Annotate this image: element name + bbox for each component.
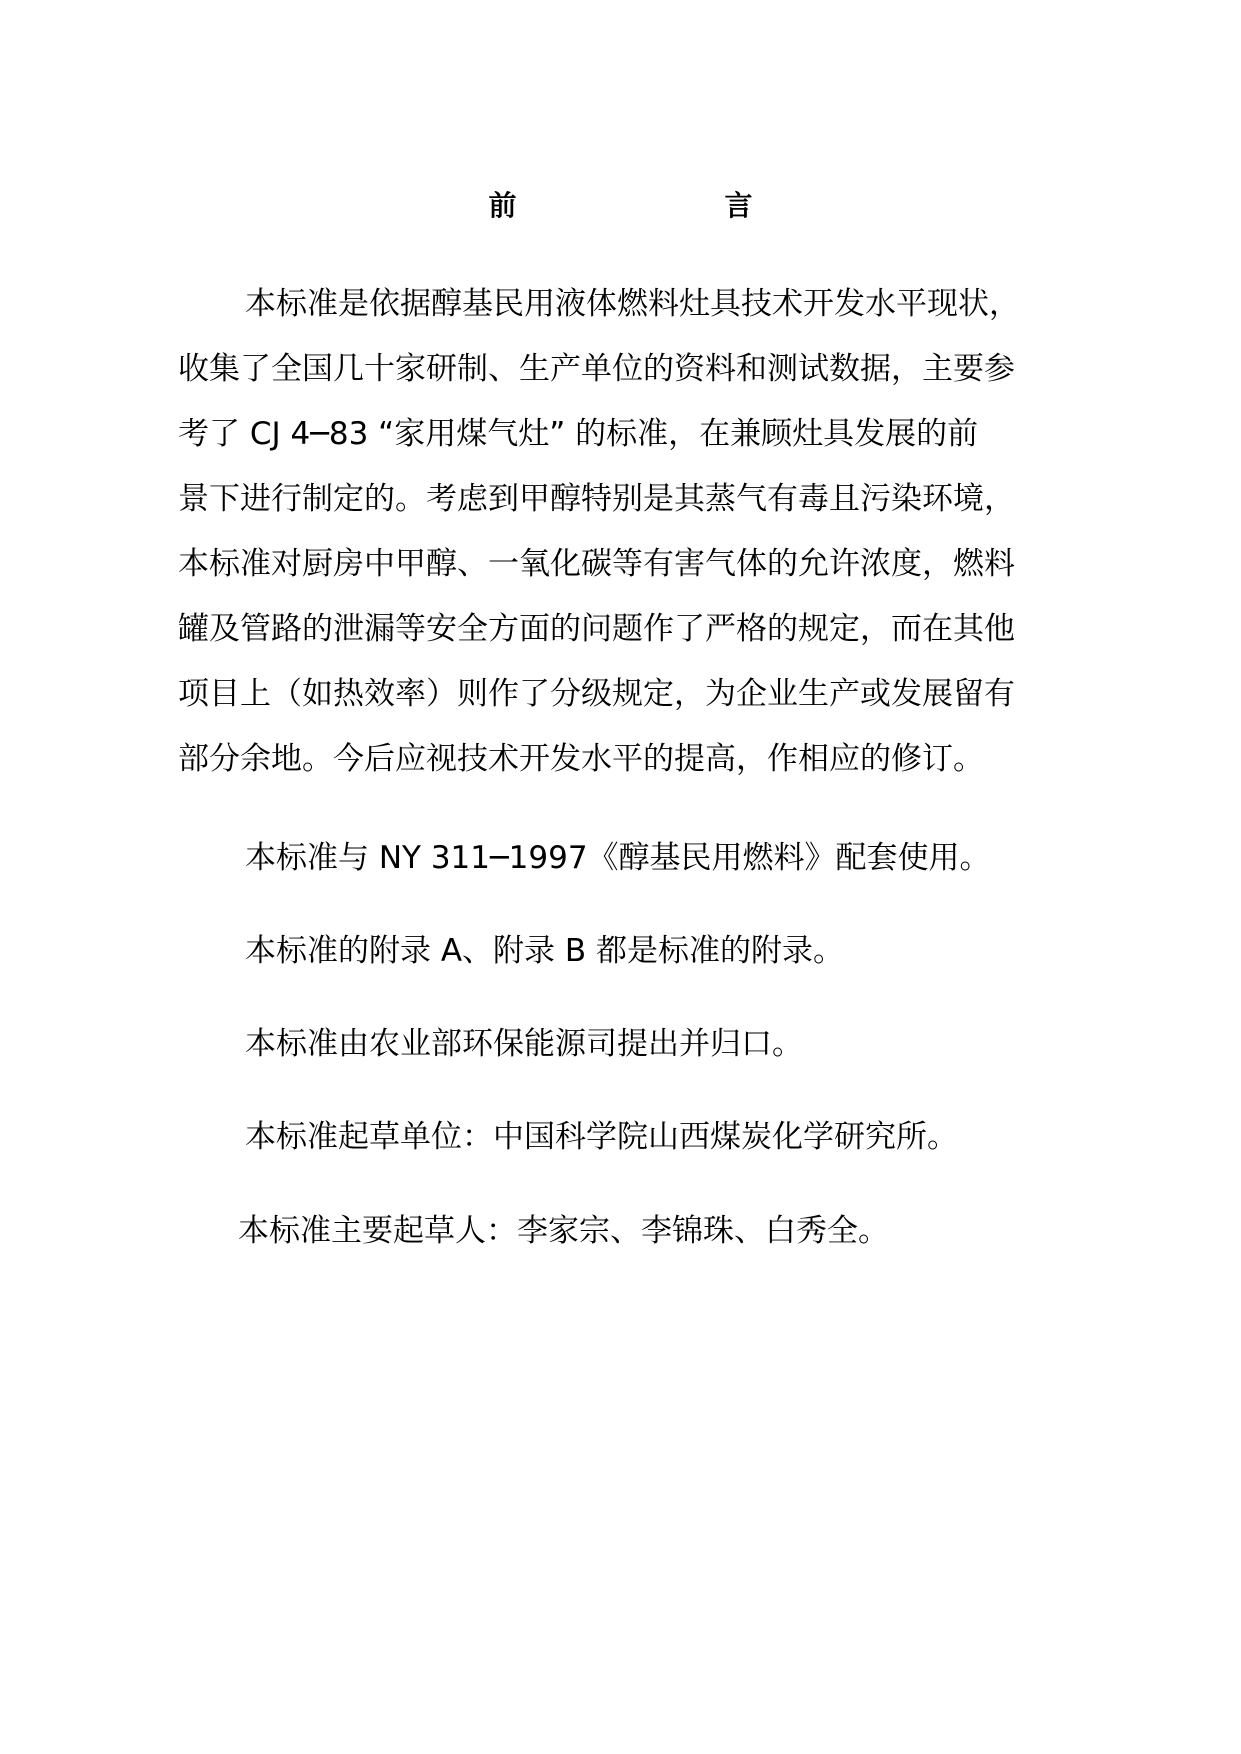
paragraph-line: 罐及管路的泄漏等安全方面的问题作了严格的规定，而在其他 [178, 611, 1015, 647]
paragraph-line: 本标准对厨房中甲醇、一氧化碳等有害气体的允许浓度，燃料 [178, 546, 1015, 582]
paragraph-line: 考了 CJ 4─83 “家用煤气灶” 的标准，在兼顾灶具发展的前 [178, 416, 979, 452]
paragraph-drafters: 本标准主要起草人：李家宗、李锦珠、白秀全。 [238, 1213, 889, 1249]
paragraph-line: 部分余地。今后应视技术开发水平的提高，作相应的修订。 [178, 741, 984, 777]
paragraph-line: 本标准是依据醇基民用液体燃料灶具技术开发水平现状， [245, 286, 1020, 322]
paragraph-proposer: 本标准由农业部环保能源司提出并归口。 [245, 1026, 803, 1062]
paragraph-appendix-note: 本标准的附录 A、附录 B 都是标准的附录。 [245, 933, 845, 969]
page-title: 前 言 [488, 189, 843, 222]
paragraph-companion-standard: 本标准与 NY 311─1997《醇基民用燃料》配套使用。 [245, 840, 991, 876]
preface-paragraph-main [178, 272, 1078, 792]
paragraph-drafting-unit: 本标准起草单位：中国科学院山西煤炭化学研究所。 [245, 1119, 958, 1155]
paragraph-line: 景下进行制定的。考虑到甲醇特别是其蒸气有毒且污染环境， [178, 481, 1015, 517]
paragraph-line: 项目上（如热效率）则作了分级规定，为企业生产或发展留有 [178, 676, 1015, 712]
paragraph-line: 收集了全国几十家研制、生产单位的资料和测试数据，主要参 [178, 351, 1015, 387]
